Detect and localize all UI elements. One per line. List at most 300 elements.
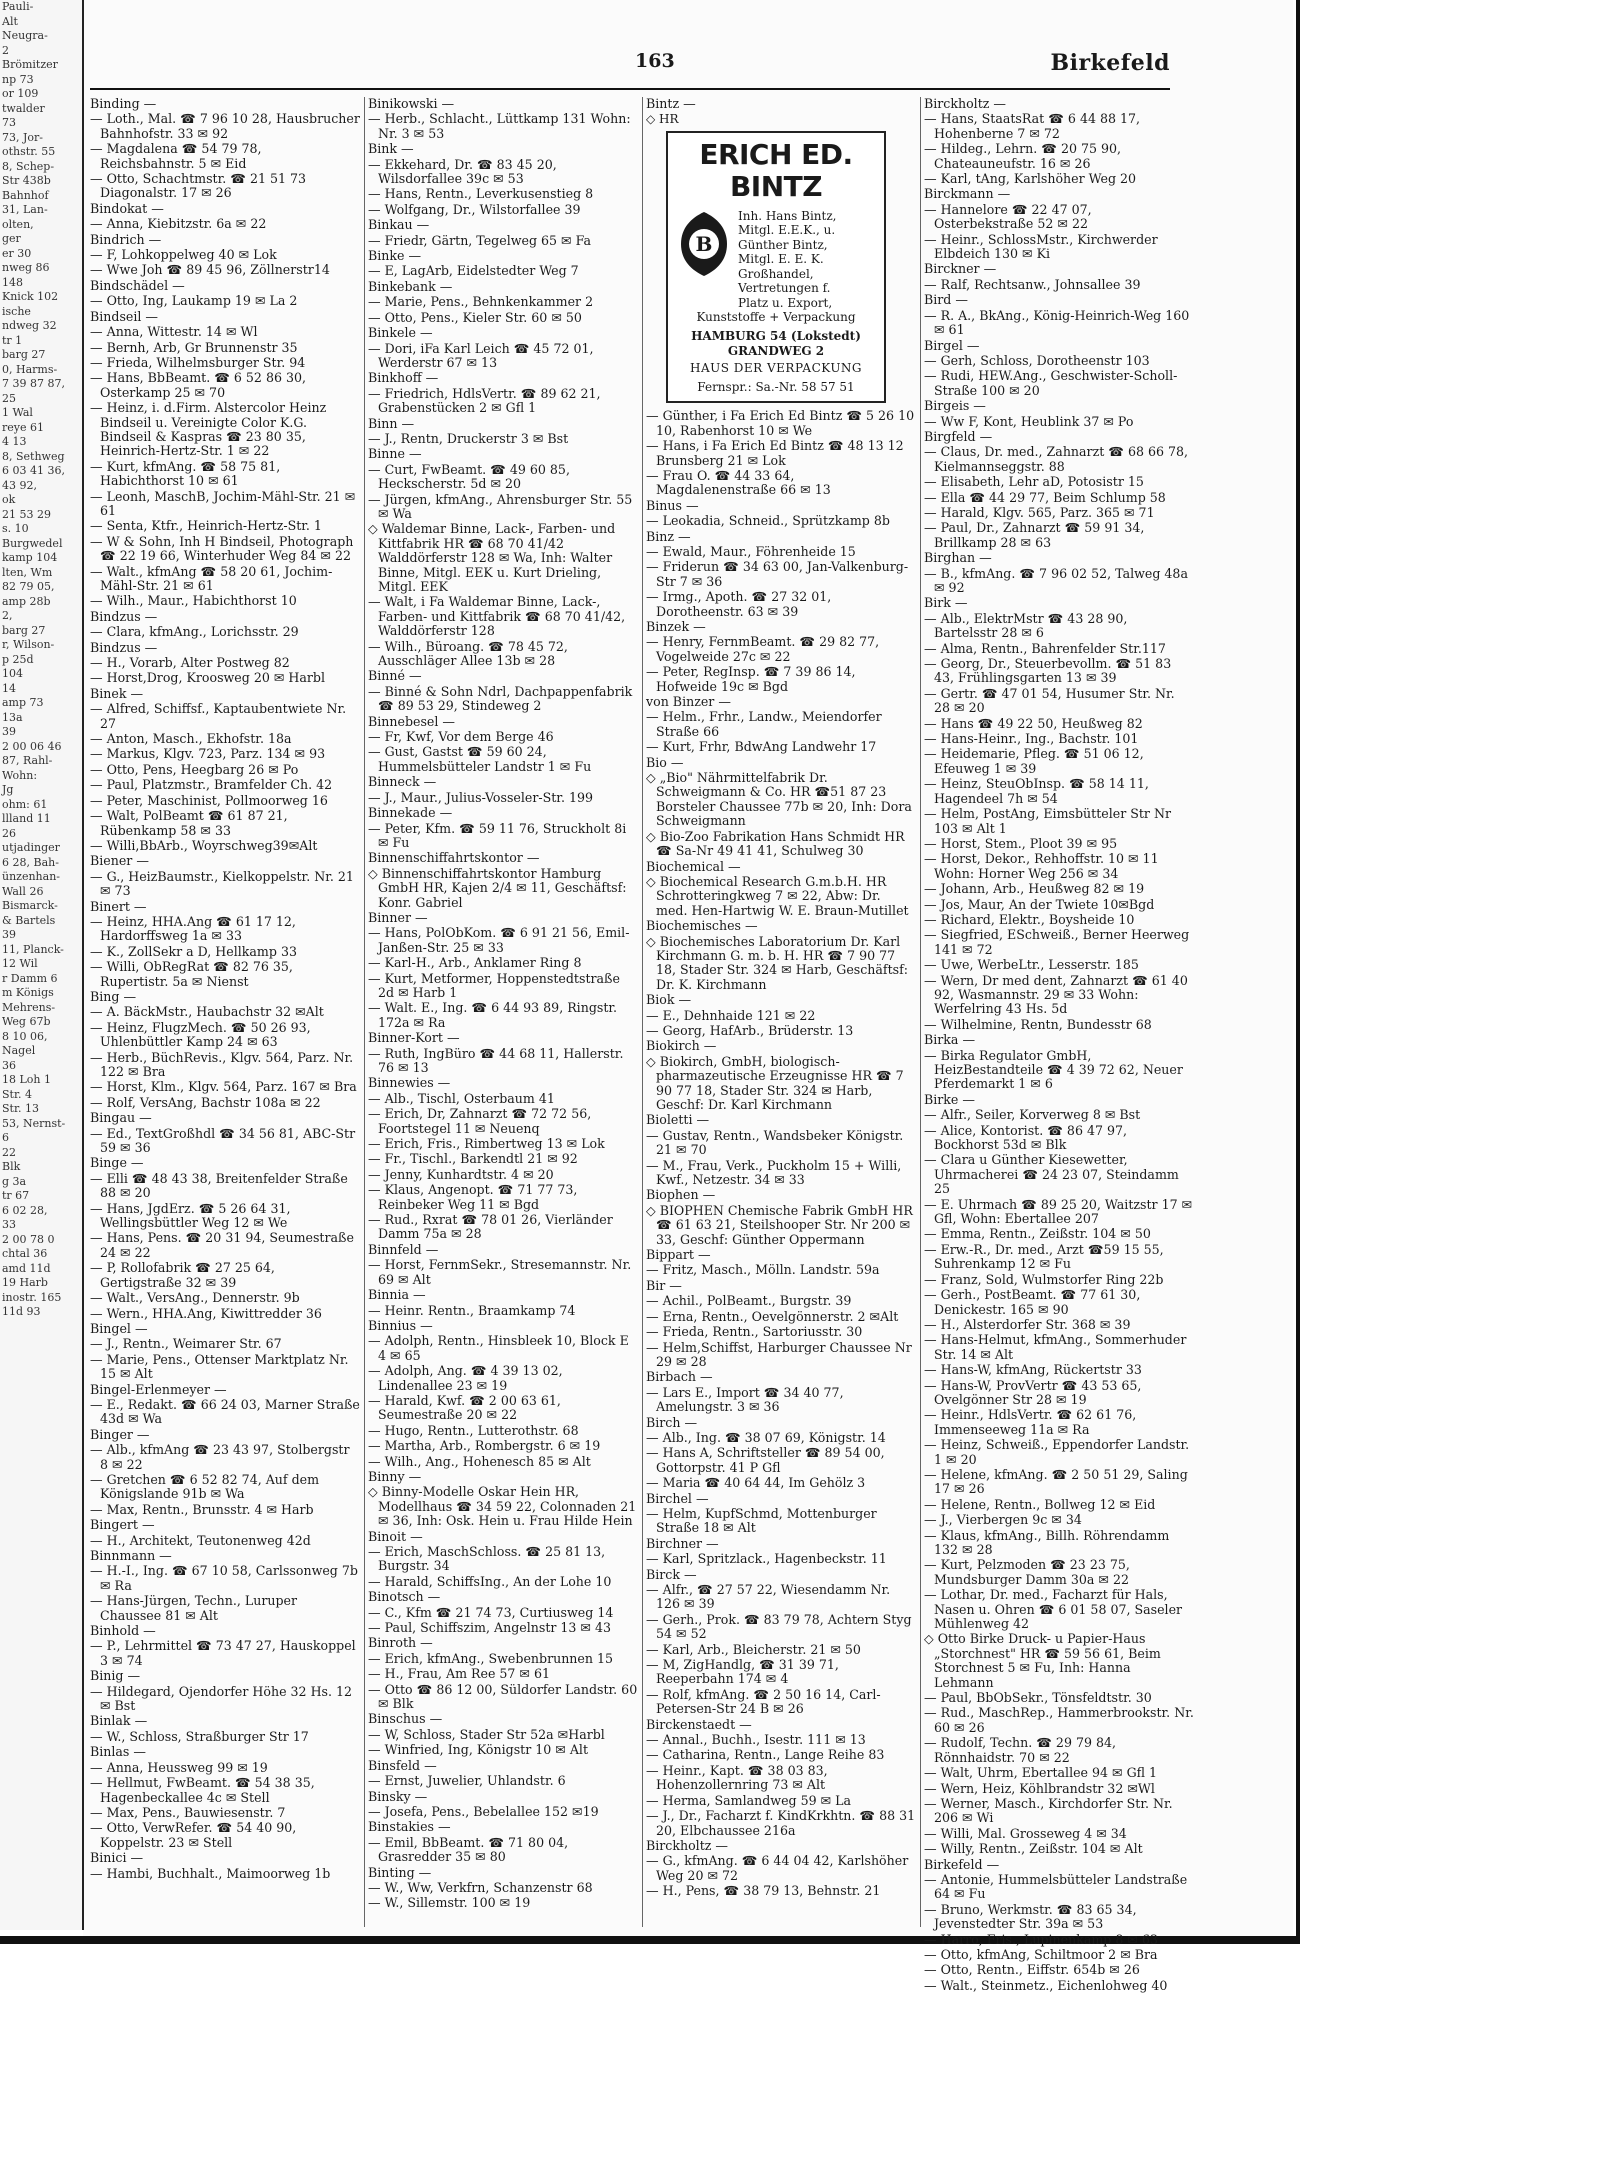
column-entry: — Erich, kfmAng., Swebenbrunnen 15: [368, 1650, 614, 1666]
column-entry: — Markus, Klgv. 723, Parz. 134 ✉ 93: [90, 746, 326, 762]
column-entry: — Harro, Fris., Lupinenkamp 8 ✉ 63: [924, 1931, 1158, 1947]
fragment-line: 13a: [2, 710, 23, 724]
column-entry: — W & Sohn, Inh H Bindseil, Photograph ☎ 22 19 66, Winterhuder Weg 84 ✉ 22: [90, 533, 354, 564]
surname-heading: Binek —: [90, 685, 144, 701]
surname-heading: Binzek —: [646, 619, 706, 634]
column-entry: ◇ Binny-Modelle Oskar Hein HR, Modellhaus ☎ 34 59 22, Colonnaden 21 ✉ 36, Inh: Osk. Hein u. Frau Hilde Hein: [368, 1484, 637, 1529]
fragment-line: twalder: [2, 101, 45, 115]
column-entry: — J., Maur., Julius-Vosseler-Str. 199: [368, 789, 593, 805]
column-entry: — Helene, kfmAng. ☎ 2 50 51 29, Saling 17 ✉ 26: [924, 1466, 1188, 1497]
surname-heading: Binnfeld —: [368, 1241, 439, 1257]
column-entry: — Helm,Schiffst, Harburger Chaussee Nr 29 ✉ 28: [646, 1339, 912, 1369]
column-entry: — Max, Rentn., Brunsstr. 4 ✉ Harb: [90, 1501, 314, 1517]
surname-heading: Birckholtz —: [646, 1837, 729, 1853]
surname-heading: Binz —: [646, 528, 691, 544]
column-entry: — Gust, Gastst ☎ 59 60 24, Hummelsbütteler Landstr 1 ✉ Fu: [368, 744, 592, 774]
surname-heading: Biokirch —: [646, 1038, 717, 1054]
column-entry: ◇ „Bio" Nährmittelfabrik Dr. Schweigmann & Co. HR ☎51 87 23 Borsteler Chaussee 77b ✉ 20, Inh: Dora Schweigmann: [646, 770, 912, 829]
column-entry: — Elisabeth, Lehr aD, Potosistr 15: [924, 474, 1144, 490]
column-entry: — Peter, Kfm. ☎ 59 11 76, Struckholt 8i ✉ Fu: [368, 820, 627, 850]
column-entry: — Walt, PolBeamt ☎ 61 87 21, Rübenkamp 58 ✉ 33: [90, 808, 288, 838]
fragment-line: Jg: [2, 783, 14, 796]
column-entry: — Frau O. ☎ 44 33 64, Magdalenenstraße 66 ✉ 13: [646, 467, 831, 498]
fragment-line: or 109: [2, 87, 39, 100]
column-entry: — Herma, Samlandweg 59 ✉ La: [646, 1792, 852, 1808]
column-entry: — Karl, Arb., Bleicherstr. 21 ✉ 50: [646, 1641, 861, 1657]
fragment-line: reye 61: [2, 420, 44, 434]
fragment-line: 7 39 87 87,: [2, 377, 65, 390]
column-entry: — Otto, Rentn., Eiffstr. 654b ✉ 26: [924, 1962, 1140, 1978]
column-entry: — Curt, FwBeamt. ☎ 49 60 85, Heckscherstr. 5d ✉ 20: [368, 461, 570, 492]
column-entry: — Wilh., Maur., Habichthorst 10: [90, 593, 297, 609]
column-entry: — Wilh., Ang., Hohenesch 85 ✉ Alt: [368, 1453, 591, 1469]
fragment-line: amp 73: [2, 696, 44, 709]
surname-heading: Biok —: [646, 992, 692, 1008]
fragment-line: Brömitzer: [2, 58, 58, 71]
column-entry: — Kurt, Frhr, BdwAng Landwehr 17: [646, 739, 877, 755]
column-entry: — Otto, VerwRefer. ☎ 54 40 90, Koppelstr. 23 ✉ Stell: [90, 1820, 297, 1850]
page-number: 163: [635, 50, 675, 72]
column-entry: — W, Schloss, Stader Str 52a ✉Harbl: [368, 1726, 605, 1742]
column-entry: — Kurt, Metformer, Hoppenstedtstraße 2d ✉ Harb 1: [368, 970, 620, 1000]
column-entry: — W., Schloss, Straßburger Str 17: [90, 1728, 309, 1744]
fragment-line: amp 28b: [2, 594, 51, 608]
surname-heading: Binner —: [368, 909, 428, 925]
column-entry: — Friedr, Gärtn, Tegelweg 65 ✉ Fa: [368, 232, 591, 248]
column-entry: — Hannelore ☎ 22 47 07, Osterbekstraße 52 ✉ 22: [924, 201, 1092, 232]
column-entry: — Hans, Rentn., Leverkusenstieg 8: [368, 186, 594, 202]
column-entry: — Rolf, VersAng, Bachstr 108a ✉ 22: [90, 1094, 321, 1110]
column-entry: — Klaus, kfmAng., Billh. Röhrendamm 132 ✉ 28: [924, 1527, 1170, 1557]
fragment-line: 6: [2, 1131, 9, 1144]
column-entry: — Hans ☎ 49 22 50, Heußweg 82: [924, 715, 1143, 731]
column-entry: — Alfr., Seiler, Korverweg 8 ✉ Bst: [924, 1107, 1141, 1123]
column-entry: — Maria ☎ 40 64 44, Im Gehölz 3: [646, 1475, 866, 1491]
column-entry: — Max, Pens., Bauwiesenstr. 7: [90, 1804, 286, 1820]
ad-products: Kunststoffe + Verpackung: [696, 310, 856, 325]
column-entry: — Alfr., ☎ 27 57 22, Wiesendamm Nr. 126 ✉ 39: [646, 1582, 891, 1612]
column-entry: — E, LagArb, Eidelstedter Weg 7: [368, 263, 579, 279]
surname-heading: Birgfeld —: [924, 428, 993, 444]
fragment-line: 33: [2, 1218, 16, 1231]
fragment-line: s. 10: [2, 522, 29, 535]
column-entry: — J., Vierbergen 9c ✉ 34: [924, 1512, 1082, 1528]
fragment-line: 82 79 05,: [2, 580, 55, 593]
ad-owner-line: Mitgl. E. E. K.: [738, 252, 824, 267]
ad-owner-line: Inh. Hans Bintz,: [738, 208, 837, 223]
column-entry: — C., Kfm ☎ 21 74 73, Curtiusweg 14: [368, 1604, 614, 1620]
surname-heading: Binke —: [368, 248, 422, 264]
column-entry: — Herb., Schlacht., Lüttkamp 131 Wohn: Nr. 3 ✉ 53: [368, 111, 631, 141]
fragment-line: 31, Lan-: [2, 203, 48, 216]
surname-heading: Binnekade —: [368, 805, 453, 821]
column-entry: — Willi, Mal. Grosseweg 4 ✉ 34: [924, 1825, 1127, 1841]
column-entry: — Willi,BbArb., Woyrschweg39✉Alt: [90, 837, 318, 853]
column-entry: — Wilh., Büroang. ☎ 78 45 72, Ausschläger Allee 13b ✉ 28: [368, 638, 568, 669]
surname-heading: Binné —: [368, 668, 422, 684]
surname-heading: Birch —: [646, 1414, 698, 1430]
column-entry: — Ruth, IngBüro ☎ 44 68 11, Hallerstr. 76 ✉ 13: [368, 1045, 624, 1075]
column-entry: — Clara, kfmAng., Lorichsstr. 29: [90, 624, 299, 640]
surname-heading: Bink —: [368, 141, 414, 157]
column-entry: — Rudi, HEW.Ang., Geschwister-Scholl-Straße 100 ✉ 20: [924, 368, 1178, 398]
column-entry: — Heinz, FlugzMech. ☎ 50 26 93, Uhlenbüttler Kamp 24 ✉ 63: [90, 1019, 311, 1050]
column-entry: — Claus, Dr. med., Zahnarzt ☎ 68 66 78, Kielmannseggstr. 88: [924, 444, 1189, 474]
hr-mark: ◇ HR: [646, 112, 679, 127]
column-entry: — Harald, SchiffsIng., An der Lohe 10: [368, 1573, 612, 1589]
fragment-line: Neugra-: [2, 29, 48, 42]
column-entry: — Alb., kfmAng ☎ 23 43 97, Stolbergstr 8 ✉ 22: [90, 1442, 350, 1472]
surname-heading: Bippart —: [646, 1247, 711, 1263]
column-entry: — Uwe, WerbeLtr., Lesserstr. 185: [924, 957, 1139, 973]
column-entry: — Josefa, Pens., Bebelallee 152 ✉19: [368, 1803, 599, 1819]
surname-heading: Biener —: [90, 853, 149, 869]
column-entry: — H., Pens, ☎ 38 79 13, Behnstr. 21: [646, 1883, 881, 1899]
column-entry: — Heinr. Rentn., Braamkamp 74: [368, 1302, 576, 1318]
column-entry: — E. Uhrmach ☎ 89 25 20, Waitzstr 17 ✉ Gfl, Wohn: Ebertallee 207: [924, 1196, 1193, 1227]
column-entry: — E., Redakt. ☎ 66 24 03, Marner Straße 43d ✉ Wa: [90, 1396, 360, 1427]
column-entry: — H., Vorarb, Alter Postweg 82: [90, 655, 290, 671]
column-entry: — Johann, Arb., Heußweg 82 ✉ 19: [924, 881, 1145, 897]
fragment-line: 8 10 06,: [2, 1029, 48, 1043]
column-entry: — Herb., BüchRevis., Klgv. 564, Parz. Nr. 122 ✉ Bra: [90, 1049, 354, 1079]
fragment-line: ok: [2, 493, 16, 506]
column-entry: — Otto ☎ 86 12 00, Süldorfer Landstr. 60 ✉ Blk: [368, 1681, 638, 1712]
column-entry: — Jos, Maur, An der Twiete 10✉Bgd: [924, 896, 1155, 912]
column-entry: — Helm., Frhr., Landw., Meiendorfer Straße 66: [646, 709, 882, 739]
column-entry: — Fritz, Masch., Mölln. Landstr. 59a: [646, 1262, 880, 1278]
surname-heading: Binlak —: [90, 1713, 148, 1729]
surname-heading: Binlas —: [90, 1744, 146, 1760]
column-1: [90, 97, 360, 1927]
fragment-line: ünzenhan-: [2, 870, 61, 883]
fragment-line: 26: [2, 826, 16, 840]
column-entry: — Franz, Sold, Wulmstorfer Ring 22b: [924, 1271, 1164, 1287]
column-entry: — Gerh., PostBeamt. ☎ 77 61 30, Denickestr. 165 ✉ 90: [924, 1287, 1141, 1317]
column-entry: ◇ Bio-Zoo Fabrikation Hans Schmidt HR ☎ Sa-Nr 49 41 41, Schulweg 30: [646, 828, 905, 859]
surname-heading: Binn —: [368, 415, 415, 431]
column-entry: — Anna, Kiebitzstr. 6a ✉ 22: [90, 216, 267, 232]
fragment-line: tr 67: [2, 1189, 30, 1202]
fragment-line: inostr. 165: [2, 1290, 62, 1304]
surname-heading: Binkhoff —: [368, 370, 439, 386]
column-entry: — Rud., Rxrat ☎ 78 01 26, Vierländer Damm 75a ✉ 28: [368, 1212, 613, 1242]
column-entry: — Otto, kfmAng, Schiltmoor 2 ✉ Bra: [924, 1946, 1158, 1962]
column-entry: — Wolfgang, Dr., Wilstorfallee 39: [368, 201, 581, 217]
column-entry: — Walt, Uhrm, Ebertallee 94 ✉ Gfl 1: [924, 1765, 1158, 1781]
surname-heading: Binnius —: [368, 1317, 433, 1333]
column-entry: — Horst, FernmSekr., Stresemannstr. Nr. 69 ✉ Alt: [368, 1257, 632, 1287]
fragment-line: 6 28, Bah-: [2, 855, 59, 869]
column-entry: — P, Rollofabrik ☎ 27 25 64, Gertigstraße 32 ✉ 39: [90, 1260, 275, 1290]
surname-heading: Birckner —: [924, 261, 997, 277]
column-entry: — Otto, Ing, Laukamp 19 ✉ La 2: [90, 293, 298, 309]
surname-heading: Birkefeld —: [924, 1856, 1000, 1872]
surname-heading: Binny —: [368, 1468, 422, 1484]
surname-heading: Birckholtz —: [924, 96, 1007, 111]
column-entry: — Hildegard, Ojendorfer Höhe 32 Hs. 12 ✉ Bst: [90, 1683, 353, 1714]
surname-heading: Birck —: [646, 1566, 697, 1582]
fragment-line: nweg 86: [2, 261, 50, 274]
column-divider: [920, 97, 921, 1927]
column-entry: — Ralf, Rechtsanw., Johnsallee 39: [924, 276, 1141, 292]
column-entry: — Antonie, Hummelsbütteler Landstraße 64 ✉ Fu: [924, 1871, 1188, 1902]
fragment-line: 0, Harms-: [2, 362, 58, 376]
fragment-line: Alt: [2, 14, 18, 28]
column-entry: — Fr., Tischl., Barkendtl 21 ✉ 92: [368, 1151, 578, 1167]
column-entry: — Erich, MaschSchloss. ☎ 25 81 13, Burgstr. 34: [368, 1544, 606, 1574]
column-entry: — Hambi, Buchhalt., Maimoorweg 1b: [90, 1865, 331, 1881]
column-entry: — Peter, RegInsp. ☎ 7 39 86 14, Hofweide 19c ✉ Bgd: [646, 664, 856, 694]
surname-heading: Binne —: [368, 446, 422, 462]
column-entry: — Walt., Steinmetz., Eichenlohweg 40: [924, 1977, 1168, 1993]
fragment-line: Mehrens-: [2, 1000, 56, 1014]
column-entry: — Heinz, Schweiß., Eppendorfer Landstr. 1 ✉ 20: [924, 1437, 1190, 1467]
column-entry: — Annal., Buchh., Isestr. 111 ✉ 13: [646, 1732, 866, 1748]
fragment-line: 104: [2, 667, 23, 680]
column-entry: — Alice, Kontorist. ☎ 86 47 97, Bockhorst 53d ✉ Blk: [924, 1122, 1128, 1153]
ad-phone: Fernspr.: Sa.-Nr. 58 57 51: [697, 380, 855, 395]
column-4: [924, 96, 1194, 1993]
column-entry: — Gertr. ☎ 47 01 54, Husumer Str. Nr. 28 ✉ 20: [924, 685, 1175, 716]
column-entry: — Marie, Pens., Ottenser Marktplatz Nr. 15 ✉ Alt: [90, 1351, 349, 1382]
column-entry: — Willy, Rentn., Zeißstr. 104 ✉ Alt: [924, 1841, 1143, 1857]
column-entry: — Hans, PolObKom. ☎ 6 91 21 56, Emil-Janßen-Str. 25 ✉ 33: [368, 925, 630, 955]
column-entry: — Paul, Dr., Zahnarzt ☎ 59 91 34, Brillkamp 28 ✉ 63: [924, 520, 1145, 550]
column-entry: — Karl, Spritzlack., Hagenbeckstr. 11: [646, 1551, 887, 1567]
column-entry: ◇ Biokirch, GmbH, biologisch-pharmazeutische Erzeugnisse HR ☎ 7 90 77 18, Stader Str. 324 ✉ Harb, Geschf: Dr. Karl Kirchmann: [646, 1053, 904, 1112]
ad-owner-line: Großhandel,: [738, 266, 814, 281]
ad-body: [676, 209, 876, 311]
fragment-line: 1 Wal: [2, 406, 33, 419]
column-entry: — Klaus, Angenopt. ☎ 71 77 73, Reinbeker Weg 11 ✉ Bgd: [368, 1182, 578, 1212]
fragment-line: g 3a: [2, 1174, 27, 1188]
fragment-line: 2: [2, 43, 9, 57]
column-entry: — H., Architekt, Teutonenweg 42d: [90, 1532, 311, 1548]
fragment-line: 39: [2, 928, 16, 941]
column-entry: — J., Rentn., Weimarer Str. 67: [90, 1336, 282, 1352]
ad-owner-line: Günther Bintz,: [738, 237, 828, 252]
column-entry: — Anna, Heussweg 99 ✉ 19: [90, 1759, 268, 1775]
column-entry: — Helene, Rentn., Bollweg 12 ✉ Eid: [924, 1496, 1156, 1512]
surname-heading: Binkebank —: [368, 278, 453, 294]
ad-city: HAMBURG 54 (Lokstedt): [691, 329, 861, 344]
column-entry: — Dori, iFa Karl Leich ☎ 45 72 01, Werderstr 67 ✉ 13: [368, 340, 594, 370]
column-entry: — Marie, Pens., Behnkenkammer 2: [368, 294, 594, 310]
column-entry: — Willi, ObRegRat ☎ 82 76 35, Rupertistr. 5a ✉ Nienst: [90, 959, 293, 989]
column-entry: — H.-I., Ing. ☎ 67 10 58, Carlssonweg 7b ✉ Ra: [90, 1563, 358, 1593]
column-entry: — Emma, Rentn., Zeißstr. 104 ✉ 50: [924, 1226, 1151, 1242]
surname-heading: Binner-Kort —: [368, 1030, 460, 1046]
ad-title: ERICH ED. BINTZ: [699, 137, 853, 203]
column-entry: — Heinz, HHA.Ang ☎ 61 17 12, Hardorffsweg 1a ✉ 33: [90, 913, 296, 944]
surname-heading: Bioletti —: [646, 1112, 710, 1128]
column-entry: — G., HeizBaumstr., Kielkoppelstr. Nr. 21 ✉ 73: [90, 868, 354, 899]
fragment-line: Bismarck-: [2, 899, 58, 912]
column-entry: — W., Sillemstr. 100 ✉ 19: [368, 1895, 531, 1911]
column-entry: — Fr, Kwf, Vor dem Berge 46: [368, 729, 554, 745]
surname-heading: Binkau —: [368, 217, 430, 233]
fragment-line: ische: [2, 304, 31, 318]
surname-heading: Binotsch —: [368, 1589, 441, 1605]
company-logo-icon: [676, 209, 732, 279]
column-entry: ◇ Otto Birke Druck- u Papier-Haus „Storchnest" HR ☎ 59 56 61, Beim Storchnest 5 ✉ Fu, Inh: Hanna Lehmann: [924, 1631, 1161, 1690]
fragment-line: olten,: [2, 217, 34, 231]
surname-heading: Binroth —: [368, 1635, 433, 1651]
surname-heading: Birke —: [924, 1091, 975, 1107]
column-entry: — Hans A, Schriftsteller ☎ 89 54 00, Gottorpstr. 41 P Gfl: [646, 1445, 885, 1475]
column-entry: — Erna, Rentn., Oevelgönnerstr. 2 ✉Alt: [646, 1308, 899, 1324]
surname-heading: Binnmann —: [90, 1548, 172, 1563]
column-entry: — Kurt, kfmAng. ☎ 58 75 81, Habichthorst 10 ✉ 61: [90, 458, 281, 489]
column-entry: — Heinz, SteuObInsp. ☎ 58 14 11, Hagendeel 7h ✉ 54: [924, 776, 1149, 806]
adjacent-page-fragment: [0, 0, 84, 1930]
column-entry: — Jürgen, kfmAng., Ahrensburger Str. 55 ✉ Wa: [368, 491, 633, 521]
column-entry: — Friderun ☎ 34 63 00, Jan-Valkenburg-Str 7 ✉ 36: [646, 559, 909, 589]
column-entry: — Helm, PostAng, Eimsbütteler Str Nr 103 ✉ Alt 1: [924, 806, 1171, 836]
column-entry: — Bruno, Werkmstr. ☎ 83 65 34, Jevenstedter Str. 39a ✉ 53: [924, 1901, 1137, 1932]
column-entry: — Hans-Jürgen, Techn., Luruper Chaussee 81 ✉ Alt: [90, 1593, 298, 1623]
fragment-line: Wohn:: [2, 768, 38, 782]
column-entry: — Birka Regulator GmbH, HeizBestandteile ☎ 4 39 72 62, Neuer Pferdemarkt 1 ✉ 6: [924, 1047, 1183, 1092]
surname-heading: Binting —: [368, 1864, 432, 1880]
column-entry: — Hildeg., Lehrn. ☎ 20 75 90, Chateauneufstr. 16 ✉ 26: [924, 141, 1122, 171]
column-entry: — Adolph, Rentn., Hinsbleek 10, Block E 4 ✉ 65: [368, 1333, 629, 1363]
column-entry: — Alma, Rentn., Bahrenfelder Str.117: [924, 640, 1166, 656]
fragment-line: r, Wilson-: [2, 638, 55, 651]
column-entry: — Heinr., Kapt. ☎ 38 03 83, Hohenzollernring 73 ✉ Alt: [646, 1762, 828, 1793]
fragment-line: np 73: [2, 72, 34, 86]
fragment-line: p 25d: [2, 652, 34, 666]
column-entry: — Karl-H., Arb., Anklamer Ring 8: [368, 955, 582, 971]
surname-heading: Binus —: [646, 497, 699, 513]
page-header: [90, 50, 1170, 86]
fragment-line: amd 11d: [2, 1261, 51, 1275]
column-entry: — Anton, Masch., Ekhofstr. 18a: [90, 731, 292, 747]
fragment-line: 53, Nernst-: [2, 1116, 66, 1130]
column-entry: — K., ZollSekr a D, Hellkamp 33: [90, 943, 297, 959]
column-entry: — Friedrich, HdlsVertr. ☎ 89 62 21, Grabenstücken 2 ✉ Gfl 1: [368, 385, 601, 416]
surname-heading: Birckmann —: [924, 186, 1011, 202]
column-3: [646, 97, 916, 1927]
column-divider: [364, 97, 365, 1927]
fragment-line: 22: [2, 1145, 16, 1159]
fragment-line: 12 Wil: [2, 957, 38, 970]
fragment-line: barg 27: [2, 623, 46, 637]
fragment-line: Str. 13: [2, 1102, 39, 1115]
surname-heading: Bindrich —: [90, 231, 162, 247]
fragment-line: 11, Planck-: [2, 942, 64, 956]
surname-heading: Binstakies —: [368, 1819, 451, 1835]
fragment-line: Nagel: [2, 1044, 36, 1057]
column-entry: — Walt. E., Ing. ☎ 6 44 93 89, Ringstr. 172a ✉ Ra: [368, 1000, 618, 1030]
fragment-line: 2,: [2, 609, 13, 622]
column-entry: — Walt., kfmAng ☎ 58 20 61, Jochim-Mähl-Str. 21 ✉ 61: [90, 563, 333, 593]
surname-heading: Birgeis —: [924, 398, 986, 414]
column-entry: — Werner, Masch., Kirchdorfer Str. Nr. 206 ✉ Wi: [924, 1795, 1173, 1826]
column-entry: ◇ Waldemar Binne, Lack-, Farben- und Kittfabrik HR ☎ 68 70 41/42 Walddörferstr 128 ✉ Wa, Inh: Walter Binne, Mitgl. EEK u. Kurt Drieling, Mitgl. EEK: [368, 521, 616, 594]
fragment-line: Weg 67b: [2, 1015, 51, 1028]
fragment-line: kamp 104: [2, 551, 58, 564]
column-entry: — Gerh., Prok. ☎ 83 79 78, Achtern Styg 54 ✉ 52: [646, 1611, 912, 1642]
fragment-line: 14: [2, 681, 16, 695]
column-entry: — Günther, i Fa Erich Ed Bintz ☎ 5 26 10 10, Rabenhorst 10 ✉ We: [646, 408, 915, 438]
surname-heading: Birchner —: [646, 1535, 719, 1551]
surname-heading: Binger —: [90, 1426, 150, 1442]
column-entry: — Hans-W, kfmAng, Rückertstr 33: [924, 1362, 1142, 1378]
surname-heading: Binsfeld —: [368, 1757, 437, 1773]
column-entry: — Walt., VersAng., Dennerstr. 9b: [90, 1290, 300, 1306]
column-entry: — Adolph, Ang. ☎ 4 39 13 02, Lindenallee 23 ✉ 19: [368, 1363, 563, 1393]
column-entry: — E., Dehnhaide 121 ✉ 22: [646, 1007, 816, 1023]
surname-heading: Bindokat —: [90, 200, 164, 216]
fragment-line: Wall 26: [2, 884, 44, 898]
column-entry: — R. A., BkAng., König-Heinrich-Weg 160 ✉ 61: [924, 307, 1190, 338]
advertisement-box: [666, 131, 886, 404]
column-entry: — Hellmut, FwBeamt. ☎ 54 38 35, Hagenbeckallee 4c ✉ Stell: [90, 1775, 315, 1805]
fragment-line: othstr. 55: [2, 145, 56, 158]
ad-street: GRANDWEG 2: [727, 344, 825, 359]
column-entry: — Wern, Heiz, Köhlbrandstr 32 ✉Wl: [924, 1780, 1155, 1796]
column-entry: — Walt, i Fa Waldemar Binne, Lack-, Farben- und Kittfabrik ☎ 68 70 41/42, Walddörferstr 128: [368, 594, 626, 639]
surname-heading: Bing —: [90, 988, 137, 1004]
surname-heading: Bir —: [646, 1277, 682, 1293]
column-entry: — Ed., TextGroßhdl ☎ 34 56 81, ABC-Str 59 ✉ 36: [90, 1125, 356, 1156]
surname-heading: Bingel-Erlenmeyer —: [90, 1381, 227, 1397]
fragment-line: 11d 93: [2, 1305, 41, 1318]
column-entry: — Erich, Fris., Rimbertweg 13 ✉ Lok: [368, 1136, 605, 1152]
surname-heading: Birghan —: [924, 550, 992, 566]
fragment-line: barg 27: [2, 348, 46, 361]
fragment-line: 6 02 28,: [2, 1203, 48, 1217]
fragment-line: er 30: [2, 246, 32, 260]
fragment-line: 73, Jor-: [2, 130, 43, 144]
surname-heading: Binkele —: [368, 325, 433, 341]
column-entry: — Jenny, Kunhardtstr. 4 ✉ 20: [368, 1166, 554, 1182]
column-entry: — Ww F, Kont, Heublink 37 ✉ Po: [924, 413, 1134, 429]
column-entry: — Irmg., Apoth. ☎ 27 32 01, Dorotheenstr. 63 ✉ 39: [646, 589, 832, 619]
column-entry: — Alb., Ing. ☎ 38 07 69, Königstr. 14: [646, 1429, 886, 1445]
fragment-line: Knick 102: [2, 290, 59, 303]
surname-heading: Bird —: [924, 292, 968, 308]
column-entry: — Wilhelmine, Rentn, Bundesstr 68: [924, 1016, 1152, 1032]
surname-heading: Biochemisches —: [646, 918, 758, 934]
column-entry: — Martha, Arb., Rombergstr. 6 ✉ 19: [368, 1438, 601, 1454]
column-entry: — Leonh, MaschB, Jochim-Mähl-Str. 21 ✉ 61: [90, 488, 356, 518]
fragment-line: 36: [2, 1058, 16, 1072]
column-entry: — F, Lohkoppelweg 40 ✉ Lok: [90, 247, 277, 263]
column-entry: — Ernst, Juwelier, Uhlandstr. 6: [368, 1773, 566, 1789]
surname-heading: Bingel —: [90, 1320, 148, 1336]
fragment-line: & Bartels: [2, 913, 56, 927]
column-entry: — Clara u Günther Kiesewetter, Uhrmacherei ☎ 24 23 07, Steindamm 25: [924, 1152, 1179, 1197]
surname-heading: Binhold —: [90, 1623, 156, 1639]
column-entry: — Winfried, Ing, Königstr 10 ✉ Alt: [368, 1742, 589, 1758]
surname-heading: Binnia —: [368, 1287, 426, 1303]
column-entry: — Elli ☎ 48 43 38, Breitenfelder Straße 88 ✉ 20: [90, 1170, 348, 1201]
column-entry: — Georg, HafArb., Brüderstr. 13: [646, 1022, 854, 1038]
fragment-line: 8, Sethweg: [2, 449, 65, 463]
column-entry: Bintz —: [646, 96, 696, 111]
surname-heading: Binnenschiffahrtskontor —: [368, 850, 540, 866]
column-entry: — W., Ww, Verkfrn, Schanzenstr 68: [368, 1879, 593, 1895]
fragment-line: Bahnhof: [2, 188, 49, 202]
column-entry: — Karl, tAng, Karlshöher Weg 20: [924, 171, 1137, 187]
column-entry: — Senta, Ktfr., Heinrich-Hertz-Str. 1: [90, 518, 322, 534]
column-entry: — Heinr., HdlsVertr. ☎ 62 61 76, Immenseeweg 11a ✉ Ra: [924, 1407, 1137, 1437]
fragment-line: 19 Harb: [2, 1276, 48, 1289]
surname-heading: Binici —: [90, 1850, 144, 1866]
